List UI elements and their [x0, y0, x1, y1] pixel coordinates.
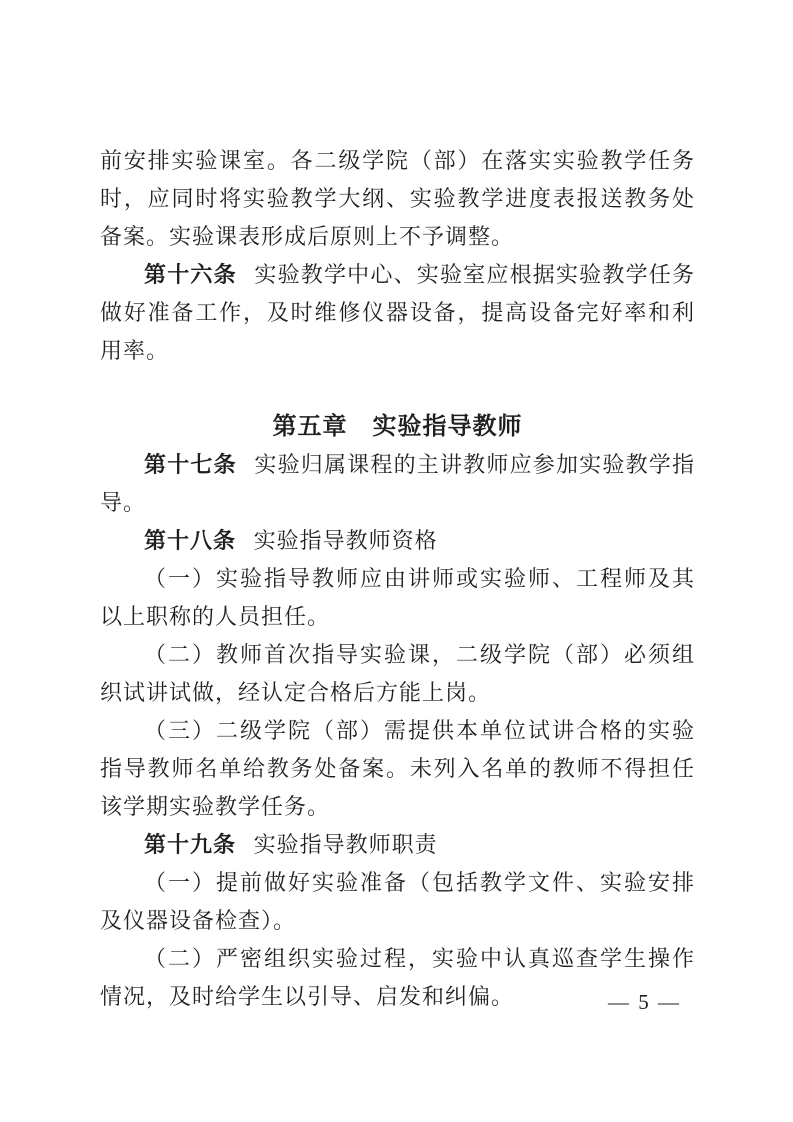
clause-19-item-1: （一）提前做好实验准备（包括教学文件、实验安排及仪器设备检查）。 — [100, 870, 695, 933]
page-number: — 5 — — [608, 990, 681, 1014]
clause-18-paragraph — [100, 522, 695, 560]
clause-18-item-1: （一）实验指导教师应由讲师或实验师、工程师及其以上职称的人员担任。 — [100, 566, 695, 629]
clause-18-item-2: （二）教师首次指导实验课，二级学院（部）必须组织试讲试做，经认定合格后方能上岗。 — [100, 642, 695, 705]
clause-19-label: 第十九条 — [144, 832, 237, 857]
clause-18-text: 实验指导教师资格 — [253, 528, 438, 553]
clause-16-paragraph — [100, 256, 695, 370]
clause-16-text: 实验教学中心、实验室应根据实验教学任务做好准备工作，及时维修仪器设备，提高设备完好率和利用率。 — [100, 262, 695, 363]
clause-19-paragraph — [100, 826, 695, 864]
clause-19-text: 实验指导教师职责 — [253, 832, 438, 857]
page-content — [100, 142, 695, 1016]
clause-19-item-2: （二）严密组织实验过程，实验中认真巡查学生操作情况，及时给学生以引导、启发和纠偏。 — [100, 946, 695, 1009]
paragraph-continuation: 前安排实验课室。各二级学院（部）在落实实验教学任务时，应同时将实验教学大纲、实验教学进度表报送教务处备案。实验课表形成后原则上不予调整。 — [100, 148, 695, 249]
clause-18-item-3: （三）二级学院（部）需提供本单位试讲合格的实验指导教师名单给教务处备案。未列入名单的教师不得担任该学期实验教学任务。 — [100, 718, 695, 819]
clause-18-label: 第十八条 — [144, 528, 237, 553]
clause-17-label: 第十七条 — [144, 452, 237, 477]
clause-17-text: 实验归属课程的主讲教师应参加实验教学指导。 — [100, 452, 695, 515]
chapter-heading: 第五章 实验指导教师 — [272, 413, 523, 440]
clause-17-paragraph — [100, 446, 695, 522]
clause-16-label: 第十六条 — [144, 262, 237, 287]
